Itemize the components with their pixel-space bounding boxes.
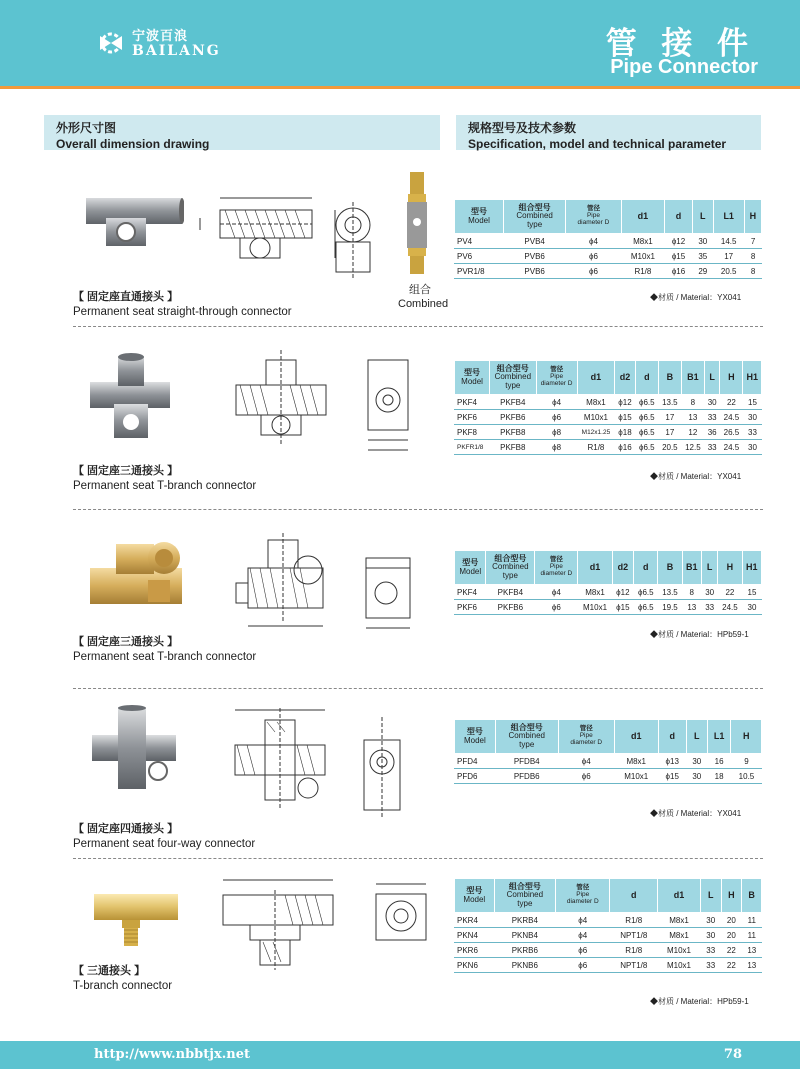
column-header: 组合型号 Combined type [495,720,558,754]
column-header: L [701,551,717,585]
drawing-branch-connector [215,870,345,975]
table-cell: R1/8 [610,943,658,958]
column-header: 组合型号 Combined type [503,200,565,234]
table-cell: M10x1 [577,410,615,425]
table-cell: 22 [721,958,742,973]
table-row [455,585,762,600]
column-header: 组合型号 Combined type [486,551,535,585]
table-cell: ϕ4 [556,928,610,943]
table-cell: 20 [721,913,742,928]
row-separator [73,326,763,327]
product-photo-straight-connector [84,188,184,252]
table-cell: 30 [743,410,762,425]
table-row [455,234,762,249]
column-header: L [692,200,713,234]
column-header: B [658,551,682,585]
table-cell: 7 [744,234,761,249]
section-header-spec [456,115,761,150]
section-header-drawing [44,115,440,150]
page-number: 78 [723,1047,742,1062]
table-cell: 14.5 [713,234,744,249]
table-cell: ϕ6.5 [635,425,658,440]
section-title-cn: 外形尺寸图 [56,121,117,135]
column-header: H [718,551,742,585]
table-cell: 33 [704,440,720,455]
table-row [455,943,762,958]
table-cell: 22 [718,585,742,600]
spec-table [454,199,762,279]
table-cell: 18 [707,769,731,784]
table-cell: M8x1 [621,234,665,249]
table-cell: PVR1/8 [455,264,504,279]
section-title-cn: 规格型号及技术参数 [468,121,577,135]
column-header: B [658,361,681,395]
table-cell: 30 [742,600,761,615]
table-cell: PV6 [455,249,504,264]
caption-en: Permanent seat straight-through connector [73,305,292,318]
table-cell: M8x1 [577,395,615,410]
material-note: ◆材质 / Material：YX041 [650,809,742,818]
header-divider [0,86,800,89]
table-cell: 15 [742,585,761,600]
table-cell: ϕ6.5 [634,600,658,615]
table-cell: PKFB4 [486,585,535,600]
column-header: d1 [614,720,658,754]
table-cell: 30 [686,769,707,784]
column-header: 组合型号 Combined type [494,879,555,913]
table-cell: ϕ6 [556,958,610,973]
table-cell: 24.5 [720,440,743,455]
table-cell: ϕ6.5 [634,585,658,600]
table-cell: ϕ15 [658,769,686,784]
table-cell: 30 [700,913,721,928]
table-cell: PKRB6 [494,943,555,958]
table-cell: 13 [681,410,704,425]
table-cell: ϕ6 [536,410,577,425]
table-cell: ϕ6 [556,943,610,958]
drawing-brass-side-view [356,548,436,636]
table-cell: 11 [742,928,762,943]
table-cell: 33 [743,425,762,440]
product-photo-t-connector [90,352,172,442]
table-cell: 13.5 [658,585,682,600]
table-row [455,913,762,928]
caption-cn: 【 固定座三通接头 】 [73,465,179,477]
table-cell: 12 [681,425,704,440]
column-header: d2 [612,551,634,585]
table-row [455,440,762,455]
material-note: ◆材质 / Material：HPb59-1 [650,630,749,639]
product-caption [73,636,256,664]
column-header: H1 [743,361,762,395]
table-cell: PKR4 [455,913,495,928]
drawing-brass-t-connector [228,528,343,638]
column-header: B1 [681,361,704,395]
table-cell: PVB6 [503,264,565,279]
table-cell: 13 [742,943,762,958]
table-cell: ϕ6 [566,249,621,264]
table-cell: PKFB8 [490,425,536,440]
table-cell: ϕ4 [566,234,621,249]
table-cell: ϕ15 [615,410,636,425]
table-header-row [455,361,762,395]
table-cell: 15 [743,395,762,410]
table-cell: NPT1/8 [610,958,658,973]
table-cell: PKF6 [455,410,490,425]
table-cell: M8x1 [658,928,701,943]
table-cell: ϕ16 [665,264,693,279]
table-cell: ϕ15 [612,600,634,615]
column-header: 组合型号 Combined type [490,361,536,395]
column-header: H [721,879,742,913]
table-header-row [455,879,762,913]
logo-gear-icon [96,28,126,58]
section-title-en: Specification, model and technical parameter [468,137,727,151]
table-cell: 9 [731,754,762,769]
drawing-t-side-view [360,355,440,455]
table-row [455,928,762,943]
table-row [455,425,762,440]
table-header-row [455,720,762,754]
table-cell: R1/8 [610,913,658,928]
section-title-en: Overall dimension drawing [56,137,210,151]
table-cell: 16 [707,754,731,769]
table-cell: ϕ6 [566,264,621,279]
table-cell: PKFB4 [490,395,536,410]
column-header: L [686,720,707,754]
material-note: ◆材质 / Material：YX041 [650,472,742,481]
product-caption [73,465,256,493]
table-cell: 11 [742,913,762,928]
table-cell: ϕ12 [612,585,634,600]
table-cell: PKF4 [455,585,486,600]
table-cell: 17 [713,249,744,264]
table-cell: ϕ8 [536,440,577,455]
table-cell: PKFB6 [486,600,535,615]
table-cell: ϕ18 [615,425,636,440]
table-cell: ϕ4 [556,913,610,928]
column-header: L1 [713,200,744,234]
caption-en: Permanent seat T-branch connector [73,650,257,663]
table-cell: M10x1 [621,249,665,264]
combined-label-cn: 组合 [409,284,431,296]
column-header: 管径 Pipe diameter D [556,879,610,913]
column-header: 型号 Model [455,879,495,913]
table-cell: 22 [721,943,742,958]
column-header: d [610,879,658,913]
table-cell: 8 [681,395,704,410]
table-cell: ϕ6.5 [635,395,658,410]
table-cell: 17 [658,425,681,440]
table-cell: PVB6 [503,249,565,264]
table-cell: PV4 [455,234,504,249]
table-cell: ϕ15 [665,249,693,264]
page-title-cn: 管 接 件 [605,26,756,61]
combined-fitting-photo [404,170,432,280]
column-header: 管径 Pipe diameter D [558,720,614,754]
table-cell: PKRB4 [494,913,555,928]
table-cell: ϕ6.5 [635,410,658,425]
table-row [455,754,762,769]
table-cell: PKF4 [455,395,490,410]
table-cell: 30 [704,395,720,410]
table-cell: 12.5 [681,440,704,455]
table-row [455,769,762,784]
column-header: 管径 Pipe diameter D [535,551,578,585]
column-header: 型号 Model [455,720,496,754]
column-header: d1 [577,361,615,395]
drawing-straight-side-view [325,200,385,280]
table-row [455,410,762,425]
table-cell: 13 [742,958,762,973]
table-cell: 24.5 [720,410,743,425]
table-cell: 30 [743,440,762,455]
table-cell: 26.5 [720,425,743,440]
spec-table [454,550,762,615]
table-cell: 24.5 [718,600,742,615]
product-photo-brass-t-connector [88,530,188,614]
column-header: L [704,361,720,395]
column-header: L [700,879,721,913]
table-cell: PKFB8 [490,440,536,455]
caption-en: T-branch connector [73,979,173,992]
drawing-four-way-side-view [354,712,414,822]
column-header: B1 [682,551,701,585]
page-header [0,0,800,86]
column-header: d [665,200,693,234]
column-header: H [720,361,743,395]
column-header: 管径 Pipe diameter D [566,200,621,234]
logo-en-text: BAILANG [132,42,221,59]
product-caption [73,965,172,993]
column-header: d [634,551,658,585]
table-cell: 20 [721,928,742,943]
column-header: d1 [578,551,612,585]
row-separator [73,858,763,859]
row-separator [73,509,763,510]
table-cell: PKFB6 [490,410,536,425]
caption-en: Permanent seat T-branch connector [73,479,257,492]
caption-cn: 【 固定座直通接头 】 [73,291,179,303]
table-cell: ϕ8 [536,425,577,440]
column-header: 型号 Model [455,361,490,395]
product-photo-brass-branch-connector [92,890,182,950]
brand-logo [96,28,221,58]
table-cell: 33 [701,600,717,615]
drawing-t-connector [228,340,338,455]
table-cell: PKR6 [455,943,495,958]
spec-table [454,719,762,784]
table-cell: 17 [658,410,681,425]
product-photo-four-way-connector [92,705,182,791]
drawing-four-way-connector [215,700,340,820]
table-cell: M8x1 [658,913,701,928]
table-cell: M10x1 [658,943,701,958]
footer-url: http://www.nbbtjx.net [94,1047,250,1062]
table-cell: ϕ4 [558,754,614,769]
column-header: 型号 Model [455,200,504,234]
table-cell: 35 [692,249,713,264]
table-cell: ϕ4 [535,585,578,600]
material-note: ◆材质 / Material：HPb59-1 [650,997,749,1006]
table-cell: ϕ16 [615,440,636,455]
table-cell: PKN4 [455,928,495,943]
spec-table [454,878,762,973]
caption-cn: 【 三通接头 】 [73,965,146,977]
caption-cn: 【 固定座三通接头 】 [73,636,179,648]
table-cell: 30 [692,234,713,249]
table-cell: R1/8 [621,264,665,279]
table-cell: PVB4 [503,234,565,249]
material-note: ◆材质 / Material：YX041 [650,293,742,302]
caption-en: Permanent seat four-way connector [73,837,256,850]
table-cell: ϕ6 [535,600,578,615]
table-cell: 19.5 [658,600,682,615]
column-header: 管径 Pipe diameter D [536,361,577,395]
table-cell: 8 [744,264,761,279]
table-cell: PKN6 [455,958,495,973]
table-cell: NPT1/8 [610,928,658,943]
column-header: 型号 Model [455,551,486,585]
table-cell: 20.5 [713,264,744,279]
table-cell: 30 [700,928,721,943]
table-row [455,600,762,615]
column-header: H1 [742,551,761,585]
column-header: d [658,720,686,754]
table-cell: 13 [682,600,701,615]
column-header: L1 [707,720,731,754]
spec-table [454,360,762,455]
table-cell: 33 [700,958,721,973]
column-header: B [742,879,762,913]
product-caption [73,823,255,851]
table-cell: M8x1 [578,585,612,600]
table-cell: 13.5 [658,395,681,410]
table-cell: PKNB4 [494,928,555,943]
table-header-row [455,200,762,234]
table-header-row [455,551,762,585]
row-separator [73,688,763,689]
table-cell: PFDB6 [495,769,558,784]
table-cell: ϕ4 [536,395,577,410]
drawing-branch-side-view [368,876,438,966]
table-cell: ϕ13 [658,754,686,769]
product-caption [73,291,292,319]
table-cell: 8 [744,249,761,264]
table-cell: 10.5 [731,769,762,784]
table-cell: PFD4 [455,754,496,769]
table-row [455,249,762,264]
table-cell: 36 [704,425,720,440]
table-cell: PKFR1/8 [455,440,490,455]
table-cell: PFD6 [455,769,496,784]
table-cell: ϕ12 [665,234,693,249]
table-cell: PFDB4 [495,754,558,769]
table-cell: 29 [692,264,713,279]
table-cell: ϕ12 [615,395,636,410]
column-header: d1 [621,200,665,234]
table-cell: ϕ6.5 [635,440,658,455]
table-cell: 33 [704,410,720,425]
table-cell: PKF8 [455,425,490,440]
column-header: d [635,361,658,395]
table-cell: 20.5 [658,440,681,455]
table-cell: R1/8 [577,440,615,455]
combined-label-en: Combined [398,297,449,310]
column-header: d1 [658,879,701,913]
page-title-en: Pipe Connector [610,56,758,78]
table-cell: PKNB6 [494,958,555,973]
table-cell: M10x1 [578,600,612,615]
page-footer [0,1041,800,1069]
column-header: H [731,720,762,754]
table-cell: M12x1.25 [577,425,615,440]
table-row [455,395,762,410]
table-cell: 8 [682,585,701,600]
table-cell: ϕ6 [558,769,614,784]
logo-cn-text: 宁波百浪 [132,27,189,43]
caption-cn: 【 固定座四通接头 】 [73,823,179,835]
table-cell: M10x1 [658,958,701,973]
table-cell: 30 [701,585,717,600]
column-header: d2 [615,361,636,395]
table-row [455,264,762,279]
table-cell: 30 [686,754,707,769]
table-cell: PKF6 [455,600,486,615]
table-cell: 33 [700,943,721,958]
table-row [455,958,762,973]
table-cell: 22 [720,395,743,410]
column-header: H [744,200,761,234]
table-cell: M10x1 [614,769,658,784]
table-cell: M8x1 [614,754,658,769]
